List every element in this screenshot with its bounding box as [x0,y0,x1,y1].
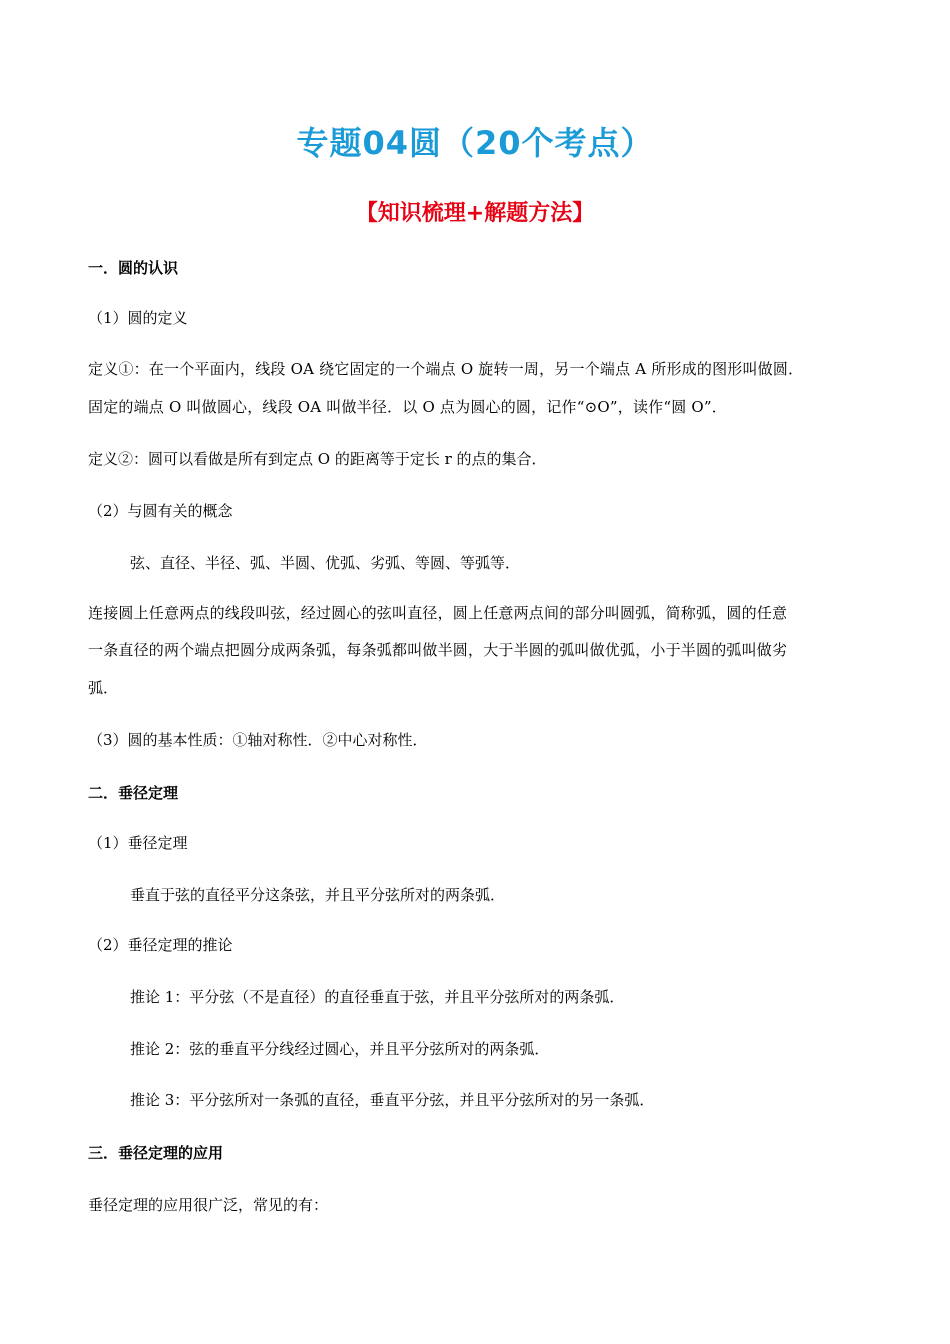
section3-intro: 垂径定理的应用很广泛，常见的有： [88,1196,329,1214]
section2-inference-label: （2）垂径定理的推论 [88,936,233,954]
section3-heading: 三．垂径定理的应用 [88,1144,224,1162]
page-subtitle: 【知识梳理+解题方法】 [355,201,595,226]
section1-basic-properties: （3）圆的基本性质：①轴对称性．②中心对称性． [88,731,428,749]
section2-inference3: 推论 3：平分弦所对一条弧的直径，垂直平分弦，并且平分弦所对的另一条弧． [130,1091,655,1109]
section1-circle-definition-label: （1）圆的定义 [88,309,188,327]
section1-definition1-line1: 定义①：在一个平面内，线段 OA 绕它固定的一个端点 O 旋转一周，另一个端点 A 所形成的图形叫做圆． [88,360,804,378]
section1-paragraph-line1: 连接圆上任意两点的线段叫弦，经过圆心的弦叫直径，圆上任意两点间的部分叫圆弧，简称弧，圆的任意 [88,604,788,622]
section1-concepts-list: 弦、直径、半径、弧、半圆、优弧、劣弧、等圆、等弧等． [130,554,521,572]
page-title: 专题04圆（20个考点） [296,124,654,162]
section2-heading: 二．垂径定理 [88,784,179,802]
section1-definition2: 定义②：圆可以看做是所有到定点 O 的距离等于定长 r 的点的集合． [88,450,547,468]
section1-heading: 一．圆的认识 [88,259,179,277]
section2-inference1: 推论 1：平分弦（不是直径）的直径垂直于弦，并且平分弦所对的两条弧． [130,988,625,1006]
section2-inference2: 推论 2：弦的垂直平分线经过圆心，并且平分弦所对的两条弧． [130,1040,550,1058]
section1-paragraph-line2: 一条直径的两个端点把圆分成两条弧，每条弧都叫做半圆，大于半圆的弧叫做优弧，小于半圆的弧叫做劣 [88,641,788,659]
section1-paragraph-line3: 弧． [88,679,119,697]
section1-definition1-line2: 固定的端点 O 叫做圆心，线段 OA 叫做半径．以 O 点为圆心的圆，记作“⊙O”，读作“圆 O”． [88,398,727,416]
section2-theorem-label: （1）垂径定理 [88,834,188,852]
section1-concepts-label: （2）与圆有关的概念 [88,502,233,520]
section2-theorem-text: 垂直于弦的直径平分这条弦，并且平分弦所对的两条弧． [130,886,506,904]
